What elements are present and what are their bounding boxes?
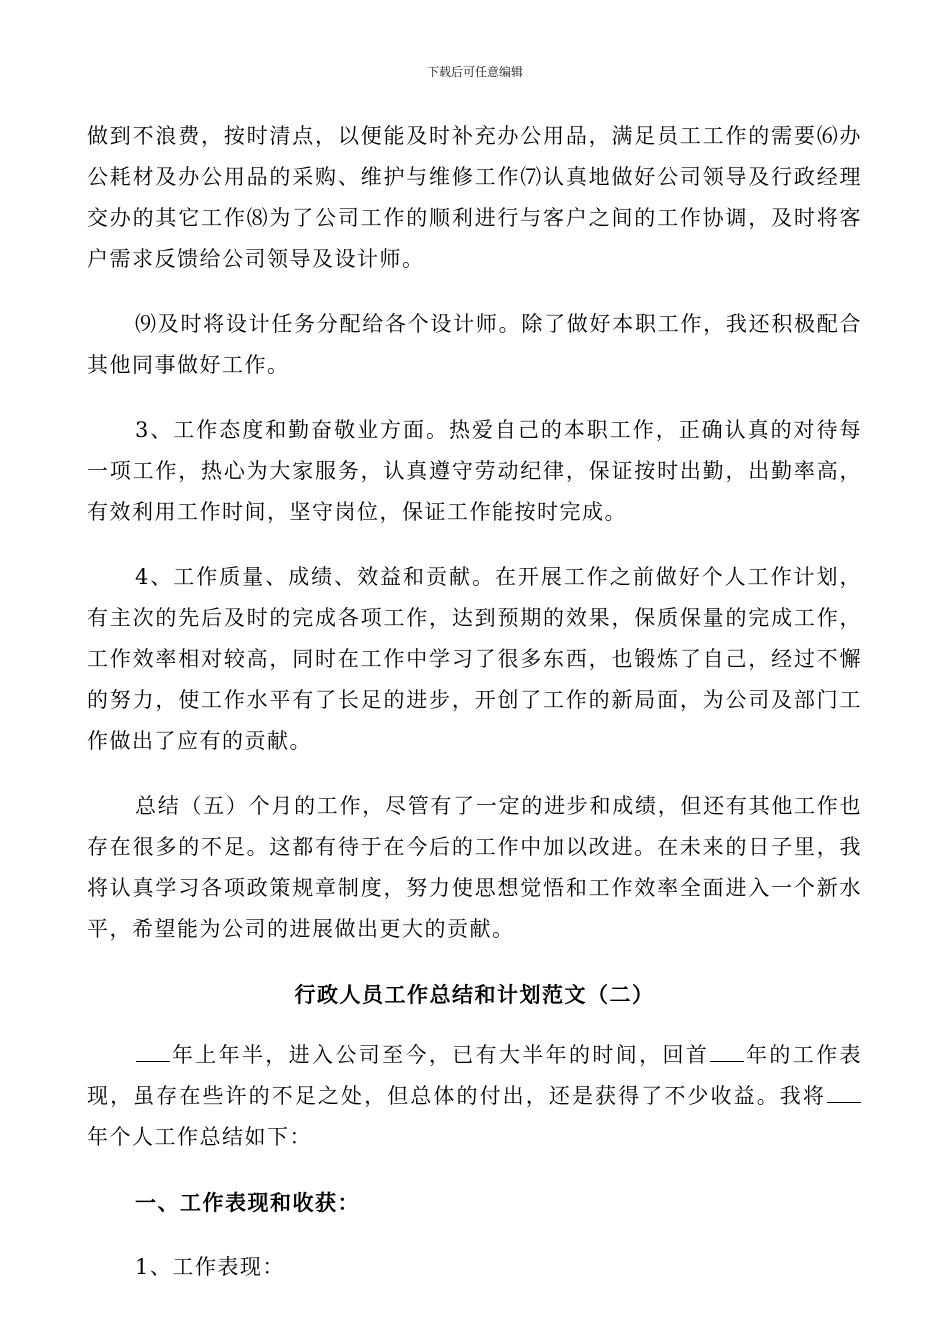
page-header-note: 下载后可任意编辑	[426, 65, 523, 79]
paragraph-duties-continued: 做到不浪费，按时清点，以便能及时补充办公用品，满足员工工作的需要⑹办公耗材及办公用品的采购、维护与维修工作⑺认真地做好公司领导及行政经理交办的其它工作⑻为了公司工作的顺利进行与客户之间的工作协调，及时将客户需求反馈给公司领导及设计师。	[87, 124, 862, 271]
intro-part-3: 年个人工作总结如下：	[87, 1125, 312, 1149]
heading-performance-gains: 一、工作表现和收获：	[135, 1190, 360, 1215]
paragraph-intro	[87, 1035, 862, 1158]
blank-line	[710, 1060, 744, 1062]
intro-part-2: 年的工作表现，虽存在些许的不足之处，但总体的付出，还是获得了不少收益。我将	[87, 1043, 862, 1108]
blank-line	[827, 1101, 861, 1103]
sub-item-work-performance: 1、工作表现：	[135, 1255, 285, 1279]
paragraph-work-quality: 4、工作质量、成绩、效益和贡献。在开展工作之前做好个人工作计划，有主次的先后及时的完成各项工作，达到预期的效果，保质保量的完成工作，工作效率相对较高，同时在工作中学习了很多东西，也锻炼了自己，经过不懈的努力，使工作水平有了长足的进步，开创了工作的新局面，为公司及部门工作做出了应有的贡献。	[87, 565, 862, 753]
blank-line	[136, 1060, 170, 1062]
document-body	[87, 116, 862, 1312]
intro-part-1: 年上年半，进入公司至今，已有大半年的时间，回首	[171, 1043, 710, 1067]
paragraph-task-assignment: ⑼及时将设计任务分配给各个设计师。除了做好本职工作，我还积极配合其他同事做好工作。	[87, 312, 862, 377]
section-title: 行政人员工作总结和计划范文（二）	[294, 982, 655, 1007]
paragraph-summary: 总结（五）个月的工作，尽管有了一定的进步和成绩，但还有其他工作也存在很多的不足。这都有待于在今后的工作中加以改进。在未来的日子里，我将认真学习各项政策规章制度，努力使思想觉悟和工作效率全面进入一个新水平，希望能为公司的进展做出更大的贡献。	[87, 794, 862, 941]
paragraph-work-attitude: 3、工作态度和勤奋敬业方面。热爱自己的本职工作，正确认真的对待每一项工作，热心为大家服务，认真遵守劳动纪律，保证按时出勤，出勤率高，有效利用工作时间，坚守岗位，保证工作能按时完成。	[87, 418, 862, 524]
